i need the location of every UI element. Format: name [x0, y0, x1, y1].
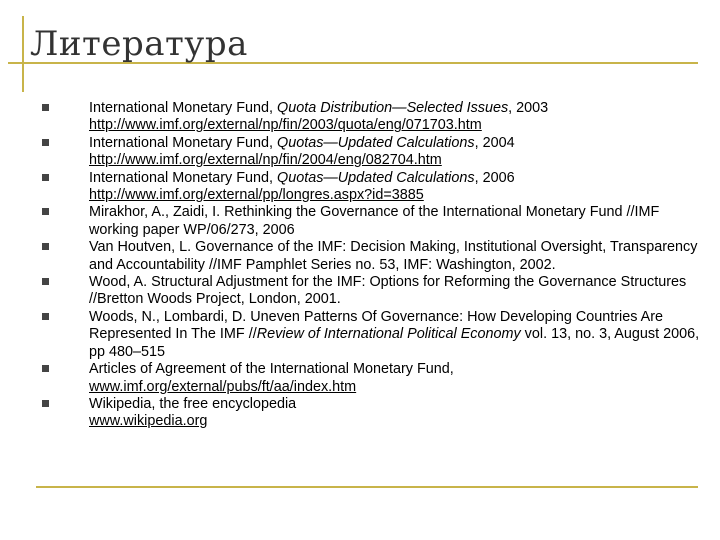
- reference-item: [42, 204, 712, 239]
- square-bullet-icon: [42, 104, 49, 111]
- square-bullet-icon: [42, 208, 49, 215]
- reference-details: vol. 13, no. 3, August 2006, pp 480–515: [89, 326, 700, 360]
- reference-item: [42, 170, 712, 205]
- reference-item: [42, 135, 712, 170]
- reference-details: , 2003: [508, 100, 549, 116]
- reference-text: Wood, A. Structural Adjustment for the IMF: Options for Reforming the Governance Structures //Bretton Woods Project, London, 2001.: [89, 274, 687, 308]
- reference-text: Van Houtven, L. Governance of the IMF: Decision Making, Institutional Oversight, Transparency and Accountability //IMF Pamphlet Series no. 53, IMF: Washington, 2002.: [89, 239, 698, 273]
- reference-author: International Monetary Fund,: [89, 134, 277, 151]
- reference-title: Quota Distribution—Selected Issues: [277, 100, 509, 116]
- reference-link[interactable]: http://www.imf.org/external/np/fin/2004/eng/082704.htm: [89, 152, 442, 169]
- reference-item: [42, 309, 712, 361]
- bottom-rule: [36, 486, 698, 488]
- square-bullet-icon: [42, 278, 49, 285]
- reference-link[interactable]: www.imf.org/external/pubs/ft/aa/index.htm: [89, 378, 357, 395]
- reference-list: [42, 100, 712, 431]
- square-bullet-icon: [42, 243, 49, 250]
- reference-text: Articles of Agreement of the International Monetary Fund,: [89, 361, 454, 378]
- reference-title: Quotas—Updated Calculations: [277, 134, 475, 151]
- reference-author: International Monetary Fund,: [89, 100, 277, 116]
- reference-item: [42, 239, 712, 274]
- square-bullet-icon: [42, 400, 49, 407]
- reference-link[interactable]: www.wikipedia.org: [89, 413, 208, 430]
- page-title: Литература: [30, 24, 248, 64]
- reference-title: Quotas—Updated Calculations: [277, 169, 475, 186]
- reference-details: , 2004: [474, 134, 515, 151]
- square-bullet-icon: [42, 139, 49, 146]
- reference-item: [42, 100, 712, 135]
- reference-text: Mirakhor, A., Zaidi, I. Rethinking the Governance of the International Monetary Fund //IMF working paper WP/06/273, 2006: [89, 204, 660, 238]
- reference-link[interactable]: http://www.imf.org/external/np/fin/2003/quota/eng/071703.htm: [89, 117, 482, 134]
- reference-text: Wikipedia, the free encyclopedia: [89, 395, 297, 412]
- title-vertical-rule: [22, 16, 24, 92]
- reference-author: International Monetary Fund,: [89, 169, 277, 186]
- square-bullet-icon: [42, 365, 49, 372]
- reference-link[interactable]: http://www.imf.org/external/pp/longres.aspx?id=3885: [89, 187, 424, 204]
- reference-details: , 2006: [474, 169, 515, 186]
- reference-title: Review of International Political Economy: [256, 326, 521, 343]
- square-bullet-icon: [42, 174, 49, 181]
- square-bullet-icon: [42, 313, 49, 320]
- reference-item: [42, 361, 712, 396]
- reference-item: [42, 396, 712, 431]
- reference-author: Woods, N., Lombardi, D. Uneven Patterns Of Governance: How Developing Countries Are Represented In The IMF //: [89, 308, 664, 343]
- reference-item: [42, 274, 712, 309]
